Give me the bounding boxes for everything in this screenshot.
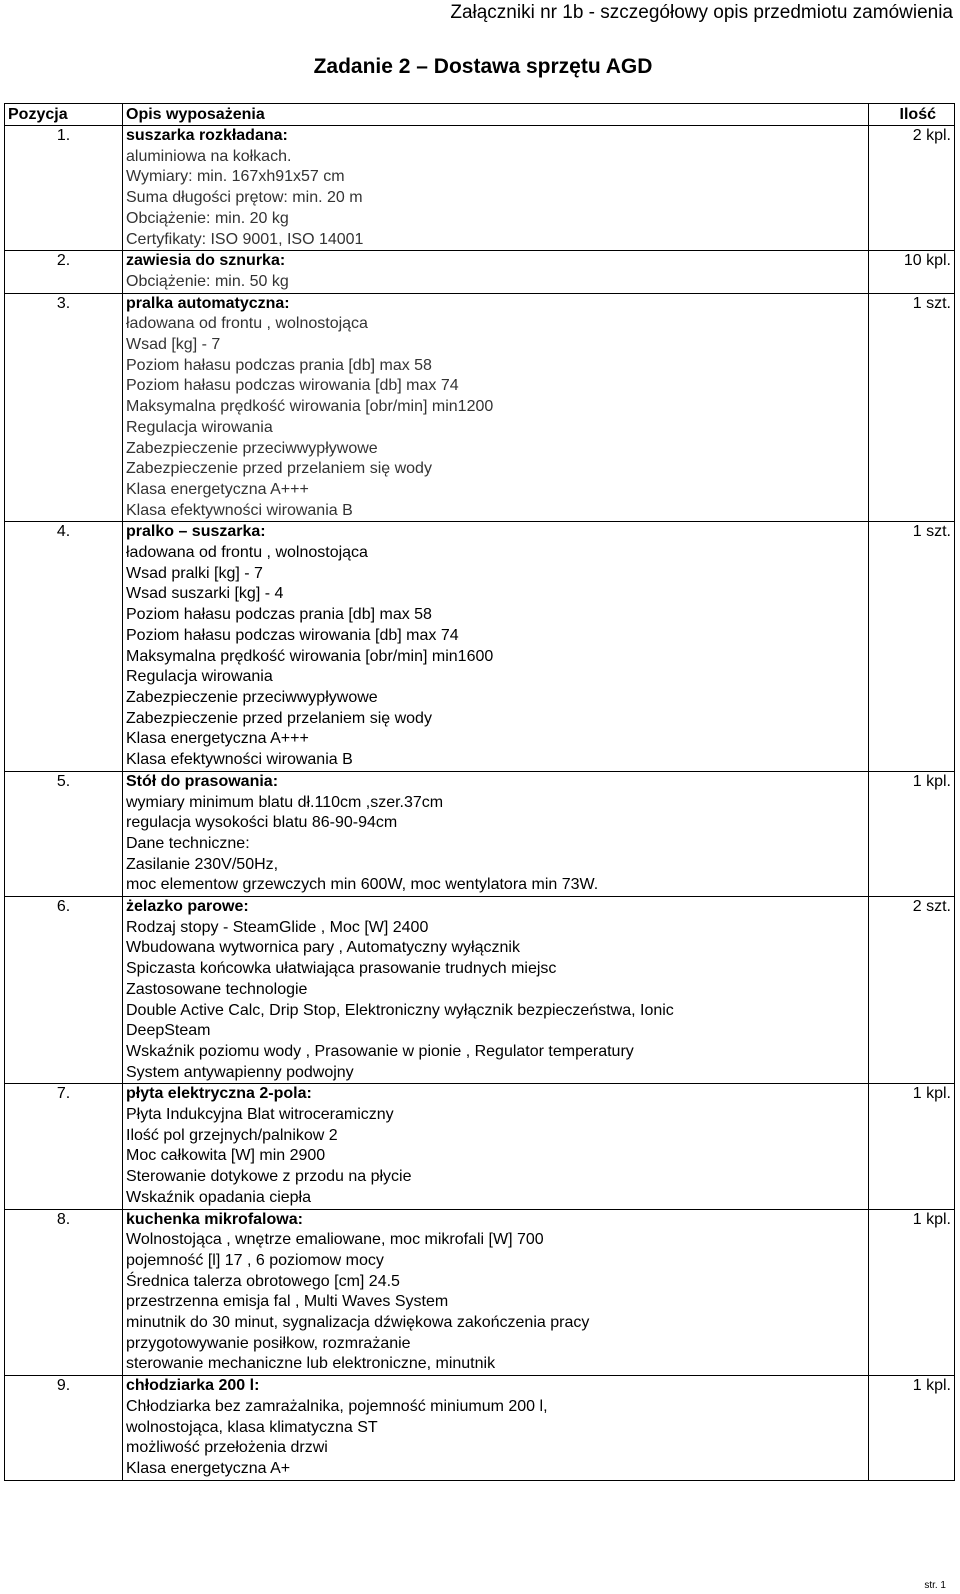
item-spec-line: wymiary minimum blatu dł.110cm ,szer.37cm — [126, 793, 444, 811]
item-spec-line: Wolnostojąca , wnętrze emaliowane, moc mikrofali [W] 700 — [126, 1231, 544, 1249]
document-title: Zadanie 2 – Dostawa sprzętu AGD — [313, 55, 653, 78]
item-spec-line: minutnik do 30 minut, sygnalizacja dźwiękowa zakończenia pracy — [126, 1314, 590, 1332]
item-spec-line: regulacja wysokości blatu 86-90-94cm — [126, 814, 398, 832]
item-spec-line: moc elementow grzewczych min 600W, moc wentylatora min 73W. — [126, 876, 599, 894]
item-position: 6. — [5, 897, 123, 1084]
item-spec-line: Moc całkowita [W] min 2900 — [126, 1147, 326, 1165]
item-spec-line: Klasa energetyczna A+++ — [126, 480, 309, 498]
item-position: 7. — [5, 1084, 123, 1209]
item-spec-line: Sterowanie dotykowe z przodu na płycie — [126, 1168, 412, 1186]
item-spec-line: Klasa energetyczna A+ — [126, 1460, 291, 1477]
table-row — [5, 1084, 955, 1209]
item-description — [123, 293, 869, 522]
item-spec-line: Spiczasta końcowka ułatwiająca prasowanie trudnych miejsc — [126, 960, 557, 978]
table-row — [5, 126, 955, 251]
item-spec-line: Maksymalna prędkość wirowania [obr/min] min1200 — [126, 398, 494, 416]
table-row — [5, 1209, 955, 1376]
item-description — [123, 522, 869, 771]
item-spec-line: Wsad suszarki [kg] - 4 — [126, 585, 284, 603]
item-quantity: 1 kpl. — [869, 1376, 955, 1481]
item-spec-line: możliwość przełożenia drzwi — [126, 1439, 328, 1457]
item-name: kuchenka mikrofalowa: — [126, 1210, 303, 1228]
item-spec-line: Zabezpieczenie przeciwwypływowe — [126, 688, 378, 706]
item-spec-line: Zabezpieczenie przeciwwypływowe — [126, 439, 378, 457]
page-number: str. 1 — [924, 1580, 946, 1591]
item-spec-line: Zabezpieczenie przed przelaniem się wody — [126, 709, 432, 727]
item-spec-line: Zasilanie 230V/50Hz, — [126, 855, 279, 873]
table-row — [5, 771, 955, 896]
item-description — [123, 251, 869, 293]
item-spec-line: Regulacja wirowania — [126, 668, 273, 686]
column-header-position: Pozycja — [5, 104, 123, 126]
item-spec-line: Obciążenie: min. 20 kg — [126, 209, 289, 227]
item-spec-line: Zabezpieczenie przed przelaniem się wody — [126, 460, 432, 478]
table-row — [5, 293, 955, 522]
item-name: pralko – suszarka: — [126, 523, 266, 541]
item-spec-line: Średnica talerza obrotowego [cm] 24.5 — [126, 1272, 400, 1290]
item-spec-line: przestrzenna emisja fal , Multi Waves System — [126, 1293, 449, 1311]
item-spec-line: Chłodziarka bez zamrażalnika, pojemność miniumum 200 l, — [126, 1397, 548, 1415]
item-name: pralka automatyczna: — [126, 294, 290, 312]
item-spec-line: przygotowywanie posiłkow, rozmrażanie — [126, 1334, 411, 1352]
item-spec-line: sterowanie mechaniczne lub elektroniczne, minutnik — [126, 1355, 496, 1373]
table-row — [5, 897, 955, 1084]
item-spec-line: Wsad pralki [kg] - 7 — [126, 564, 263, 582]
item-quantity: 2 kpl. — [869, 126, 955, 251]
item-spec-line: Wymiary: min. 167xh91x57 cm — [126, 168, 345, 186]
item-name: zawiesia do sznurka: — [126, 252, 286, 270]
item-position: 2. — [5, 251, 123, 293]
item-spec-line: ładowana od frontu , wolnostojąca — [126, 315, 368, 333]
item-name: żelazko parowe: — [126, 898, 249, 916]
item-spec-line: Double Active Calc, Drip Stop, Elektroniczny wyłącznik bezpieczeństwa, Ionic — [126, 1001, 674, 1019]
item-spec-line: Obciążenie: min. 50 kg — [126, 272, 289, 290]
item-spec-line: System antywapienny podwojny — [126, 1063, 354, 1081]
table-row — [5, 251, 955, 293]
item-spec-line: Wskaźnik opadania ciepła — [126, 1188, 311, 1206]
item-name: suszarka rozkładana: — [126, 127, 288, 144]
item-description — [123, 1209, 869, 1376]
column-header-quantity: Ilość — [869, 104, 955, 126]
specification-table — [4, 103, 955, 1481]
item-description — [123, 771, 869, 896]
item-description — [123, 897, 869, 1084]
item-spec-line: Rodzaj stopy - SteamGlide , Moc [W] 2400 — [126, 918, 429, 936]
item-description — [123, 1376, 869, 1481]
item-position: 3. — [5, 293, 123, 522]
item-quantity: 1 szt. — [869, 522, 955, 771]
item-name: płyta elektryczna 2-pola: — [126, 1085, 312, 1103]
item-spec-line: aluminiowa na kołkach. — [126, 147, 292, 165]
item-spec-line: Poziom hałasu podczas wirowania [db] max 74 — [126, 626, 459, 644]
item-spec-line: Poziom hałasu podczas prania [db] max 58 — [126, 356, 432, 374]
item-position: 5. — [5, 771, 123, 896]
document-header: Załączniki nr 1b - szczegółowy opis przedmiotu zamówienia — [450, 2, 953, 23]
table-row — [5, 1376, 955, 1481]
item-spec-line: Poziom hałasu podczas wirowania [db] max 74 — [126, 377, 459, 395]
item-spec-line: Wskaźnik poziomu wody , Prasowanie w pionie , Regulator temperatury — [126, 1042, 634, 1060]
item-spec-line: ładowana od frontu , wolnostojąca — [126, 544, 368, 562]
item-spec-line: Klasa energetyczna A+++ — [126, 730, 309, 748]
item-spec-line: Poziom hałasu podczas prania [db] max 58 — [126, 606, 432, 624]
item-spec-line: Płyta Indukcyjna Blat witroceramiczny — [126, 1106, 394, 1124]
item-spec-line: Certyfikaty: ISO 9001, ISO 14001 — [126, 230, 364, 248]
item-quantity: 2 szt. — [869, 897, 955, 1084]
item-spec-line: Klasa efektywności wirowania B — [126, 751, 353, 769]
item-description — [123, 126, 869, 251]
item-spec-line: Wsad [kg] - 7 — [126, 336, 221, 354]
item-position: 9. — [5, 1376, 123, 1481]
item-position: 1. — [5, 126, 123, 251]
item-spec-line: Maksymalna prędkość wirowania [obr/min] min1600 — [126, 647, 494, 665]
column-header-description: Opis wyposażenia — [123, 104, 869, 126]
item-position: 8. — [5, 1209, 123, 1376]
item-name: chłodziarka 200 l: — [126, 1377, 260, 1395]
item-spec-line: Klasa efektywności wirowania B — [126, 501, 353, 519]
item-spec-line: Suma długości prętow: min. 20 m — [126, 189, 363, 207]
item-spec-line: Ilość pol grzejnych/palnikow 2 — [126, 1126, 338, 1144]
item-position: 4. — [5, 522, 123, 771]
item-spec-line: Regulacja wirowania — [126, 418, 273, 436]
item-name: Stół do prasowania: — [126, 772, 279, 790]
table-header-row — [5, 104, 955, 126]
item-spec-line: Wbudowana wytwornica pary , Automatyczny wyłącznik — [126, 939, 520, 957]
item-spec-line: pojemność [l] 17 , 6 poziomow mocy — [126, 1251, 384, 1269]
item-quantity: 1 szt. — [869, 293, 955, 522]
item-spec-line: DeepSteam — [126, 1022, 211, 1040]
item-quantity: 10 kpl. — [869, 251, 955, 293]
item-quantity: 1 kpl. — [869, 1209, 955, 1376]
table-row — [5, 522, 955, 771]
item-quantity: 1 kpl. — [869, 1084, 955, 1209]
item-quantity: 1 kpl. — [869, 771, 955, 896]
item-description — [123, 1084, 869, 1209]
item-spec-line: Dane techniczne: — [126, 834, 250, 852]
item-spec-line: Zastosowane technologie — [126, 980, 308, 998]
item-spec-line: wolnostojąca, klasa klimatyczna ST — [126, 1418, 378, 1436]
